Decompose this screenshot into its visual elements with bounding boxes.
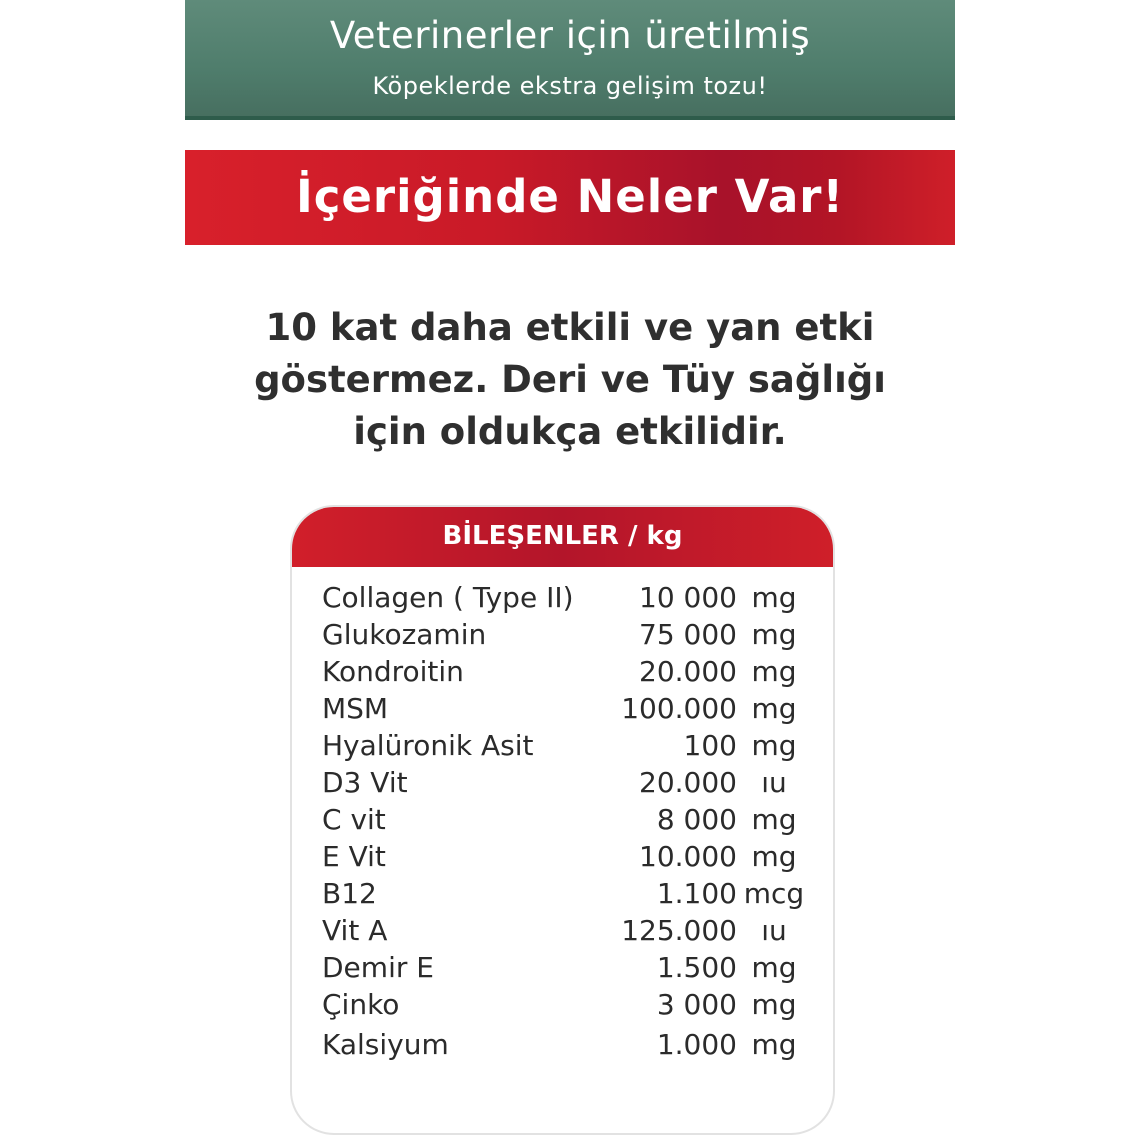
ingredient-name: E Vit [322, 840, 386, 873]
ingredient-row [322, 951, 807, 988]
ingredient-amount: 10 000 [639, 581, 737, 614]
ingredient-unit: mg [751, 988, 797, 1021]
ingredient-amount: 3 000 [656, 988, 737, 1021]
ingredients-header [292, 507, 833, 567]
ingredient-amount: 125.000 [621, 914, 737, 947]
ingredient-unit: mg [751, 618, 797, 651]
top-banner [185, 0, 955, 120]
ingredients-card [290, 505, 835, 1135]
ingredient-amount: 100.000 [621, 692, 737, 725]
ingredient-amount: 1.500 [656, 951, 737, 984]
banner-headline: Veterinerler için üretilmiş [329, 14, 811, 57]
ingredient-unit: mg [751, 1028, 797, 1061]
ingredient-unit: mg [751, 692, 797, 725]
ingredient-row [322, 581, 807, 618]
ingredient-row [322, 1028, 807, 1065]
tagline-line: 10 kat daha etkili ve yan etki [265, 306, 875, 349]
ingredient-amount: 20.000 [639, 655, 737, 688]
ingredient-name: Kondroitin [322, 655, 464, 688]
tagline-line: için oldukça etkilidir. [353, 410, 787, 453]
ingredient-amount: 1.100 [656, 877, 737, 910]
ingredient-unit: mg [751, 729, 797, 762]
ingredient-row [322, 766, 807, 803]
ingredient-row [322, 729, 807, 766]
ingredient-name: Glukozamin [322, 618, 487, 651]
ingredient-name: Vit A [322, 914, 388, 947]
section-banner [185, 150, 955, 245]
ingredient-name: Hyalüronik Asit [322, 729, 534, 762]
ingredient-name: MSM [322, 692, 389, 725]
ingredients-list [322, 581, 807, 1065]
ingredient-row [322, 988, 807, 1025]
ingredient-row [322, 840, 807, 877]
ingredient-unit: mcg [743, 877, 805, 910]
ingredients-header-label: BİLEŞENLER / kg [442, 521, 683, 551]
ingredient-unit: mg [751, 840, 797, 873]
ingredient-name: Demir E [322, 951, 434, 984]
banner-subheadline: Köpeklerde ekstra gelişim tozu! [372, 72, 768, 100]
ingredient-name: Çinko [322, 988, 400, 1021]
ingredient-row [322, 914, 807, 951]
ingredient-unit: mg [751, 803, 797, 836]
ingredient-row [322, 877, 807, 914]
ingredient-row [322, 655, 807, 692]
ingredient-amount: 75 000 [639, 618, 737, 651]
ingredient-unit: ıu [761, 914, 787, 947]
ingredient-name: Collagen ( Type II) [322, 581, 574, 614]
section-title: İçeriğinde Neler Var! [295, 170, 845, 223]
ingredient-unit: mg [751, 655, 797, 688]
ingredient-row [322, 618, 807, 655]
ingredient-unit: ıu [761, 766, 787, 799]
ingredient-amount: 1.000 [656, 1028, 737, 1061]
ingredient-unit: mg [751, 581, 797, 614]
ingredient-name: B12 [322, 877, 377, 910]
ingredient-amount: 100 [683, 729, 737, 762]
ingredient-amount: 8 000 [656, 803, 737, 836]
ingredient-name: Kalsiyum [322, 1028, 449, 1061]
ingredient-amount: 10.000 [639, 840, 737, 873]
ingredient-row [322, 803, 807, 840]
ingredient-name: D3 Vit [322, 766, 408, 799]
ingredient-amount: 20.000 [639, 766, 737, 799]
ingredient-row [322, 692, 807, 729]
tagline-line: göstermez. Deri ve Tüy sağlığı [254, 358, 886, 401]
tagline [185, 302, 955, 458]
ingredient-name: C vit [322, 803, 386, 836]
ingredient-unit: mg [751, 951, 797, 984]
